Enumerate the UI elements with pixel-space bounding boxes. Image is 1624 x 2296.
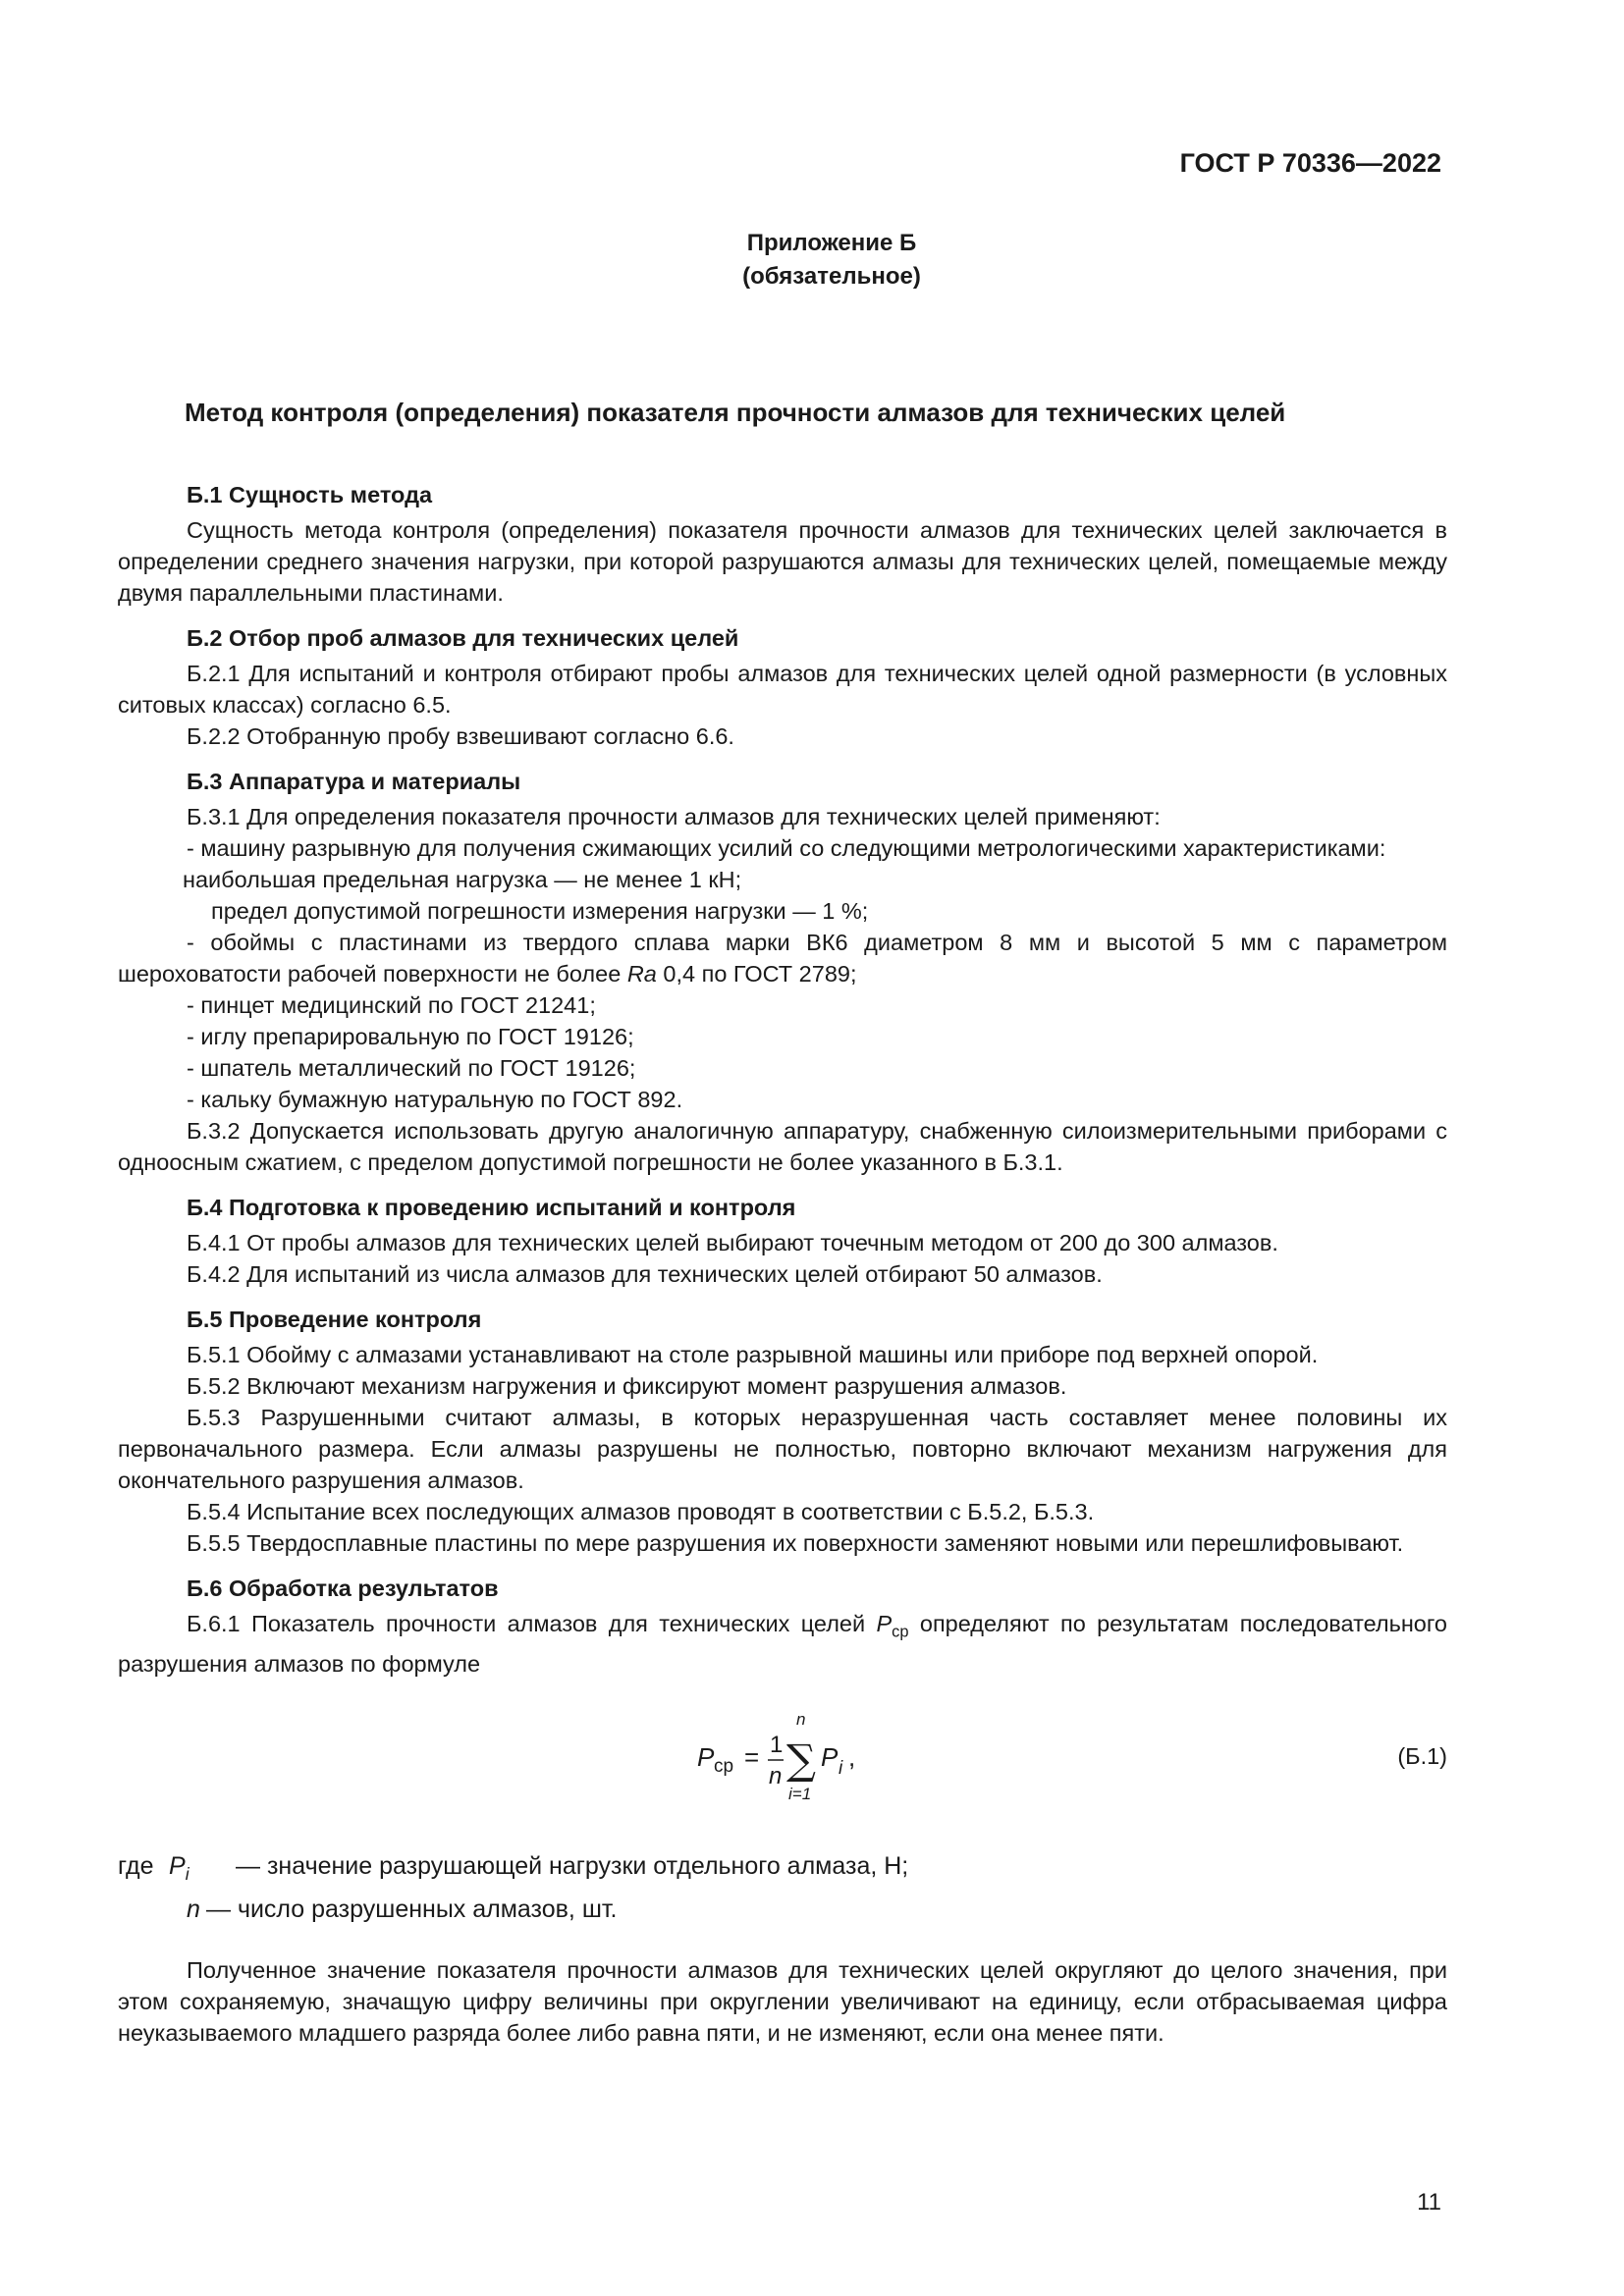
appendix-title: Приложение Б: [746, 230, 917, 256]
legend-pi-letter: P: [169, 1851, 186, 1880]
formula-lhs-subscript: ср: [714, 1755, 734, 1777]
pcp-subscript: ср: [892, 1623, 909, 1641]
b6-text-a: Б.6.1 Показатель прочности алмазов для технических целей: [187, 1611, 866, 1636]
paragraph-b3-1: Б.3.1 Для определения показателя прочности алмазов для технических целей применяют:: [187, 804, 1161, 829]
appendix-note: (обязательное): [742, 263, 921, 290]
paragraph-b5-2: Б.5.2 Включают механизм нагружения и фиксируют момент разрушения алмазов.: [187, 1373, 1067, 1399]
section-heading-b2: Б.2 Отбор проб алмазов для технических целей: [187, 625, 739, 651]
list-item-spatula: - шпатель металлический по ГОСТ 19126;: [187, 1055, 636, 1081]
formula-sum-lower-limit: i=1: [788, 1784, 812, 1803]
paragraph-rounding: Полученное значение показателя прочности алмазов для технических целей округляют до целого значения, при этом сохраняемую, значащую цифру величины при округлении увеличивают на единицу, если отбрасываемая цифра неуказываемого младшего разряда более либо равна пяти, и не изменяют, если она менее пяти.: [118, 1956, 1447, 2046]
list-item-tweezers: - пинцет медицинский по ГОСТ 21241;: [187, 992, 596, 1018]
paragraph-b2-2: Б.2.2 Отобранную пробу взвешивают согласно 6.6.: [187, 723, 734, 749]
appendix-heading: [0, 227, 1624, 294]
list-item-needle: - иглу препарировальную по ГОСТ 19126;: [187, 1024, 634, 1049]
legend-row-pi: [118, 1844, 1447, 1888]
main-title: Метод контроля (определения) показателя прочности алмазов для технических целей: [185, 398, 1286, 427]
formula-rhs-subscript: i: [839, 1757, 843, 1779]
paragraph-b5-4: Б.5.4 Испытание всех последующих алмазов проводят в соответствии с Б.5.2, Б.5.3.: [187, 1499, 1095, 1524]
legend-row-n: [118, 1888, 1447, 1931]
document-id: ГОСТ Р 70336—2022: [1179, 148, 1441, 178]
formula-rhs-symbol: P: [821, 1741, 839, 1772]
roughness-symbol: Ra: [626, 961, 657, 987]
paragraph-b5-3: Б.5.3 Разрушенными считают алмазы, в которых неразрушенная часть составляет менее половины их первоначального размера. Если алмазы разрушены не полностью, повторно включают механизм нагружения для окончательного разрушения алмазов.: [118, 1405, 1447, 1493]
formula-equals: =: [744, 1741, 760, 1772]
formula-comma: ,: [848, 1741, 856, 1772]
formula-block: [118, 1701, 1447, 1827]
section-heading-b5: Б.5 Проведение контроля: [187, 1307, 482, 1332]
formula-legend: [118, 1844, 1447, 1931]
holders-text-b: 0,4 по ГОСТ 2789;: [663, 961, 857, 987]
paragraph-b5-5: Б.5.5 Твердосплавные пластины по мере разрушения их поверхности заменяют новыми или перешлифовывают.: [187, 1530, 1404, 1556]
machine-max-load: наибольшая предельная нагрузка — не менее 1 кН;: [183, 867, 742, 892]
formula-denominator: n: [769, 1762, 783, 1789]
formula-sum-upper-limit: n: [796, 1709, 806, 1729]
legend-pi-text: — значение разрушающей нагрузки отдельного алмаза, Н;: [236, 1851, 909, 1880]
formula-b1: [697, 1701, 952, 1827]
formula-number: (Б.1): [1397, 1742, 1447, 1769]
section-heading-b6: Б.6 Обработка результатов: [187, 1575, 499, 1601]
legend-where-label: где: [118, 1851, 154, 1880]
page-number: 11: [1417, 2189, 1441, 2216]
paragraph-b4-1: Б.4.1 От пробы алмазов для технических целей выбирают точечным методом от 200 до 300 алмазов.: [187, 1230, 1278, 1255]
holders-text-a: - обоймы с пластинами из твердого сплава марки ВК6 диаметром 8 мм и высотой 5 мм с параметром шероховатости рабочей поверхности не более: [118, 930, 1447, 987]
formula-sum-sign: ∑: [786, 1735, 816, 1784]
section-heading-b4: Б.4 Подготовка к проведению испытаний и контроля: [187, 1195, 796, 1220]
list-item-machine: - машину разрывную для получения сжимающих усилий со следующими метрологическими характеристиками:: [187, 835, 1386, 861]
paragraph-b4-2: Б.4.2 Для испытаний из числа алмазов для технических целей отбирают 50 алмазов.: [187, 1261, 1103, 1287]
legend-n-text: — число разрушенных алмазов, шт.: [206, 1895, 618, 1923]
document-body: [118, 479, 1447, 2049]
paragraph-b3-2: Б.3.2 Допускается использовать другую аналогичную аппаратуру, снабженную силоизмерительными приборами с одноосным сжатием, с пределом допустимой погрешности не более указанного в Б.3.1.: [118, 1118, 1447, 1175]
paragraph-b2-1: Б.2.1 Для испытаний и контроля отбирают пробы алмазов для технических целей одной размерности (в условных ситовых классах) согласно 6.5.: [118, 661, 1447, 718]
paragraph-b1: Сущность метода контроля (определения) показателя прочности алмазов для технических целей заключается в определении среднего значения нагрузки, при которой разрушаются алмазы для технических целей, помещаемые между двумя параллельными пластинами.: [118, 517, 1447, 606]
paragraph-b5-1: Б.5.1 Обойму с алмазами устанавливают на столе разрывной машины или приборе под верхней опорой.: [187, 1342, 1319, 1367]
formula-numerator: 1: [770, 1731, 784, 1758]
section-heading-b3: Б.3 Аппаратура и материалы: [187, 769, 521, 794]
machine-error-limit: предел допустимой погрешности измерения нагрузки — 1 %;: [211, 898, 869, 924]
paragraph-b6-1: [118, 1608, 1447, 1680]
section-heading-b1: Б.1 Сущность метода: [187, 482, 433, 507]
list-item-tracing-paper: - кальку бумажную натуральную по ГОСТ 892.: [187, 1087, 683, 1112]
pcp-symbol: P: [876, 1611, 893, 1636]
list-item-holders: [118, 927, 1447, 989]
legend-pi-subscript: i: [185, 1863, 189, 1884]
b6-text-b: определяют по результатам последовательного разрушения алмазов по формуле: [118, 1611, 1448, 1677]
legend-n-symbol: n: [187, 1895, 200, 1923]
formula-lhs-symbol: P: [697, 1741, 715, 1772]
